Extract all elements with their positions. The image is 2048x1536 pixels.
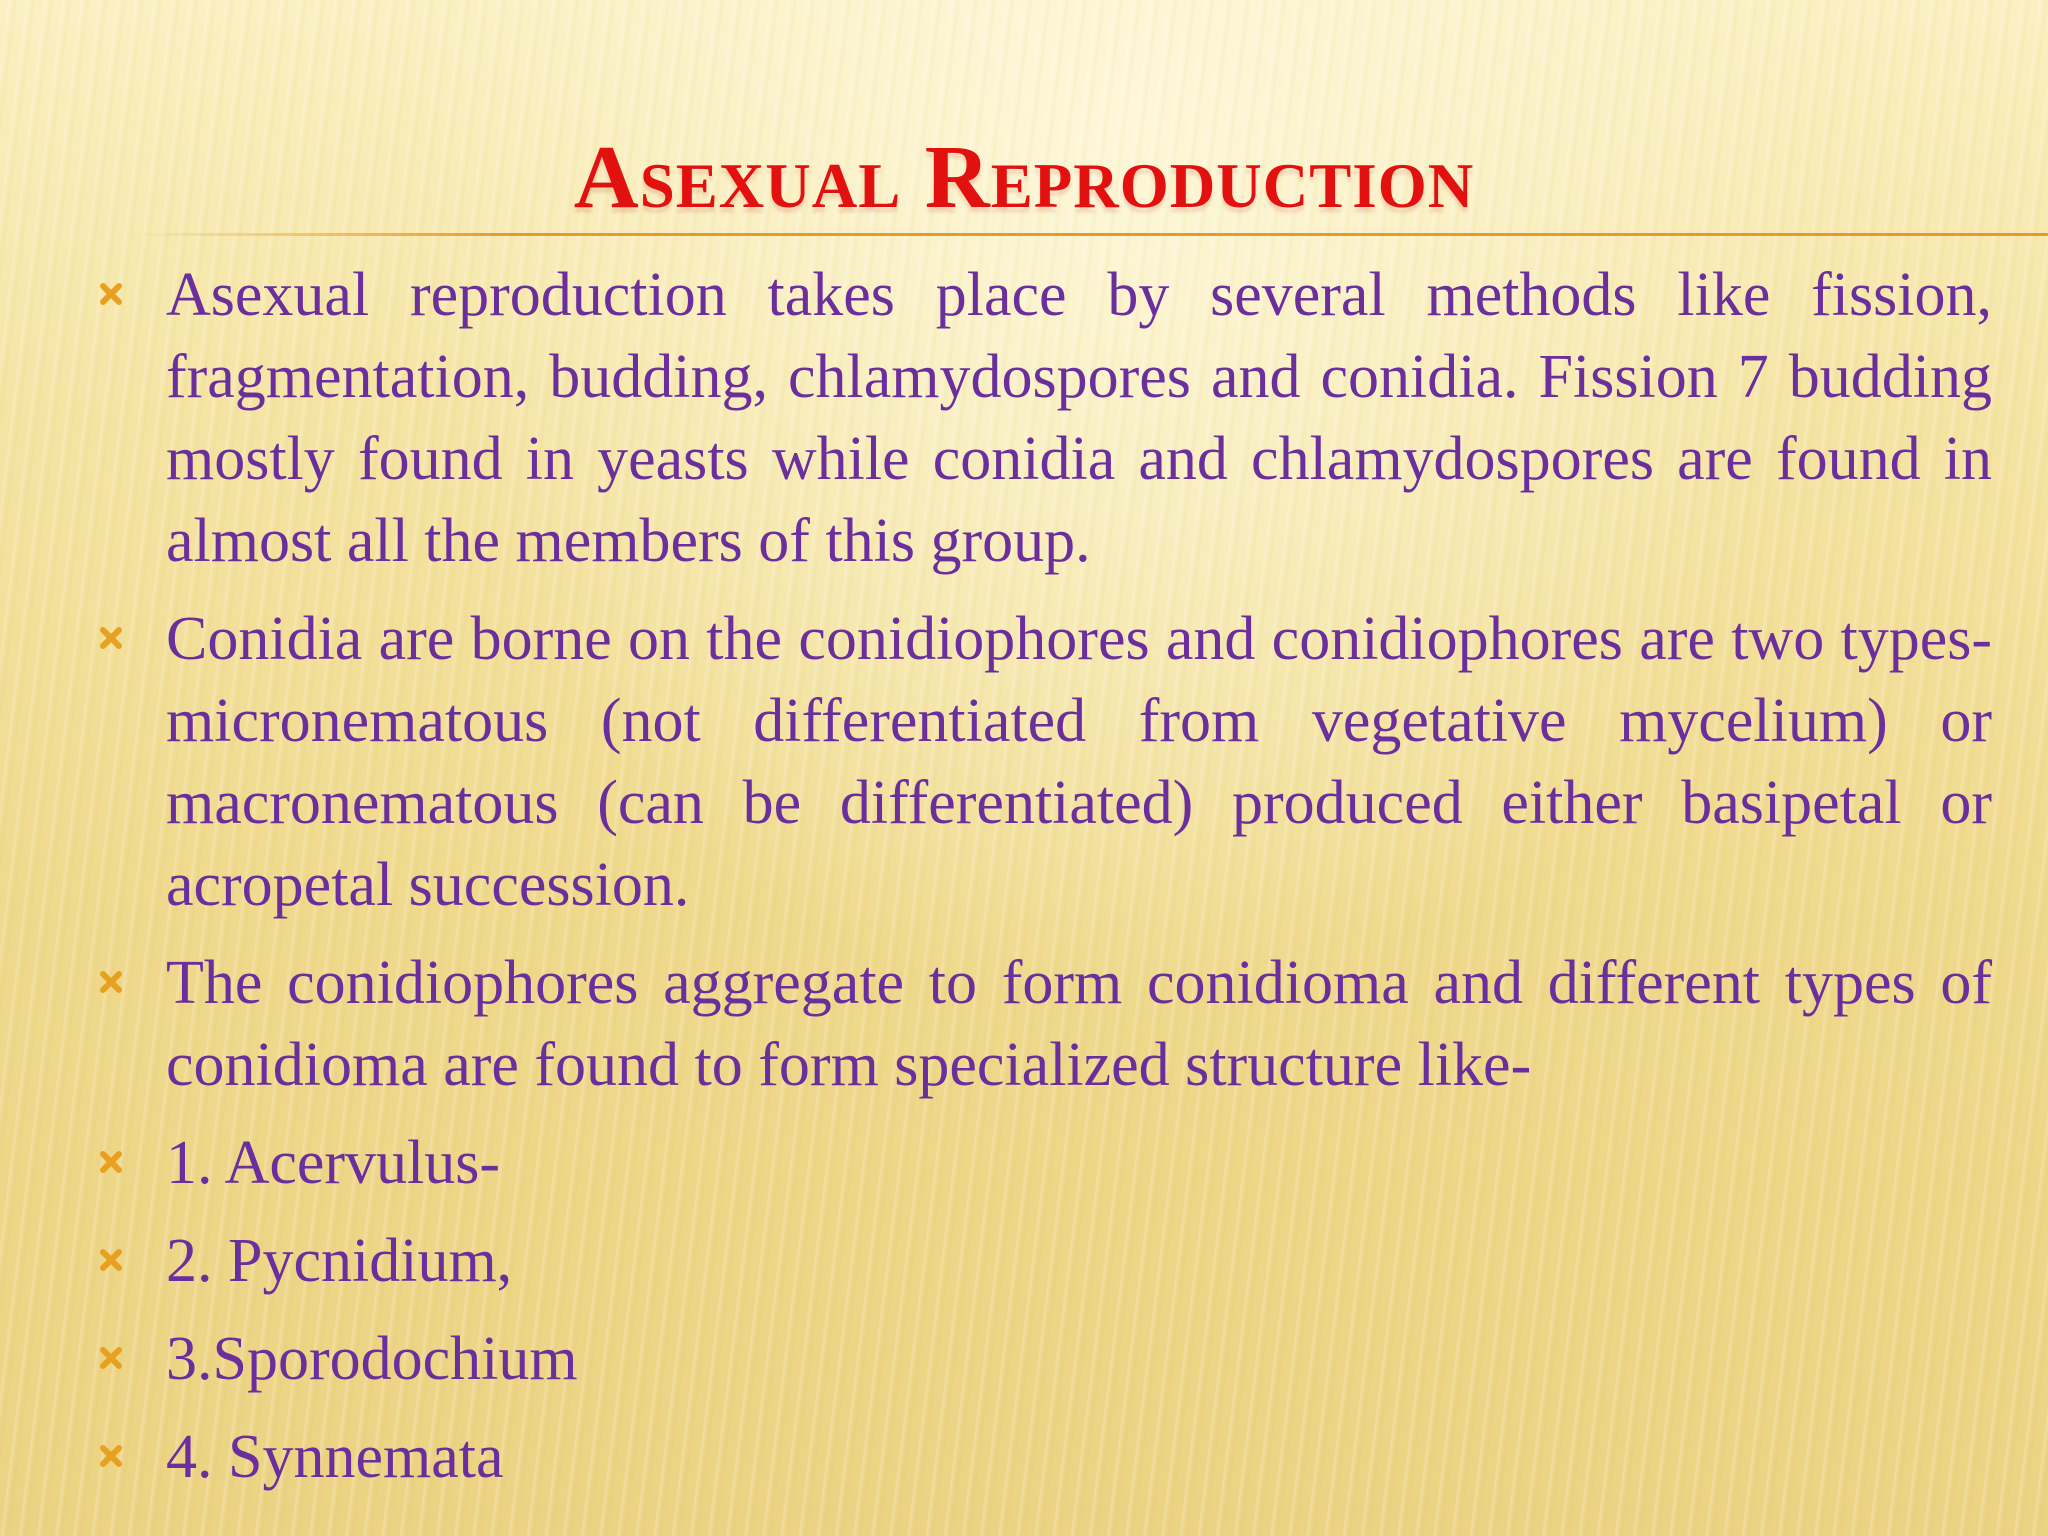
bullet-text: 1. Acervulus- xyxy=(166,1129,501,1197)
x-mark-icon xyxy=(100,1445,122,1467)
x-mark-icon xyxy=(100,1249,122,1271)
x-mark-icon xyxy=(100,283,122,305)
list-item xyxy=(90,1220,1992,1302)
list-item xyxy=(90,254,1992,582)
x-mark-icon xyxy=(100,971,122,993)
bullet-list xyxy=(90,254,1992,1514)
list-item xyxy=(90,942,1992,1106)
list-item xyxy=(90,598,1992,926)
x-mark-icon xyxy=(100,627,122,649)
list-item xyxy=(90,1122,1992,1204)
bullet-text: Conidia are borne on the conidiophores and conidiophores are two types- micronematous (not differentiated from vegetative mycelium) or macronematous (can be differentiated) produced either basipetal or acropetal succession. xyxy=(166,605,1992,919)
bullet-text: 3.Sporodochium xyxy=(166,1325,578,1393)
bullet-text: Asexual reproduction takes place by several methods like fission, fragmentation, budding, chlamydospores and conidia. Fission 7 budding mostly found in yeasts while conidia and chlamydospores are found in almost all the members of this group. xyxy=(166,261,1992,575)
x-mark-icon xyxy=(100,1151,122,1173)
bullet-text: The conidiophores aggregate to form conidioma and different types of conidioma are found to form specialized structure like- xyxy=(166,949,1992,1099)
list-item xyxy=(90,1416,1992,1498)
bullet-text: 4. Synnemata xyxy=(166,1423,504,1491)
title-divider xyxy=(130,233,2048,236)
x-mark-icon xyxy=(100,1347,122,1369)
list-item xyxy=(90,1318,1992,1400)
bullet-text: 2. Pycnidium, xyxy=(166,1227,513,1295)
slide-title: Asexual Reproduction xyxy=(573,128,1475,227)
